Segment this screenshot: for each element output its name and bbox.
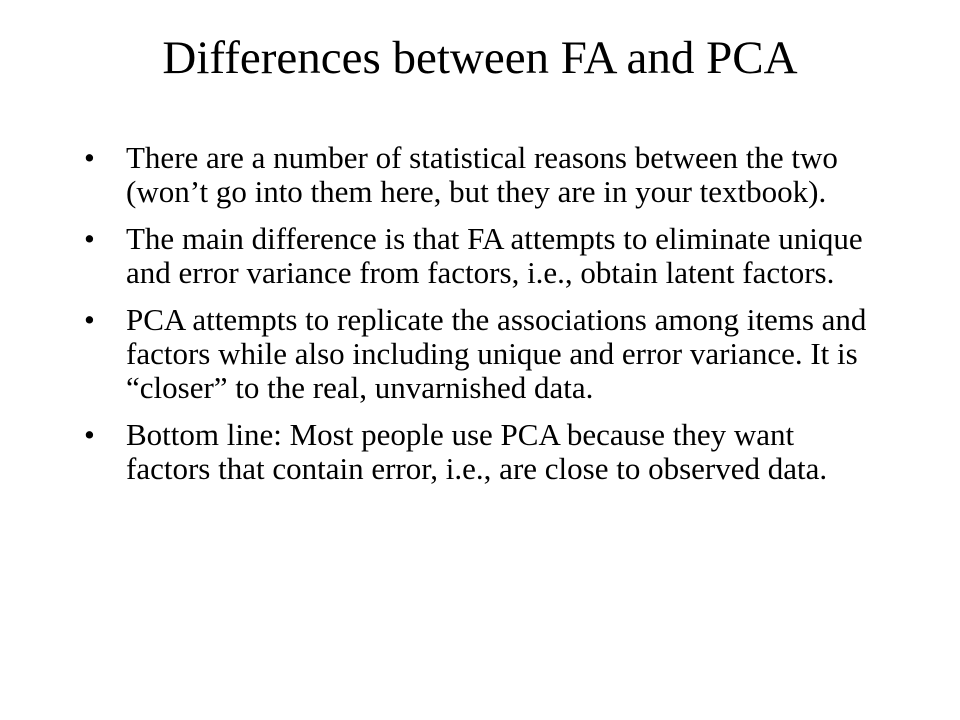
bullet-item — [84, 222, 884, 290]
bullet-icon: • — [84, 221, 95, 256]
bullet-text: Bottom line: Most people use PCA because they want factors that contain error, i.e., are close to observed data. — [126, 417, 828, 486]
bullet-text: PCA attempts to replicate the associations among items and factors while also including unique and error variance. It is “closer” to the real, unvarnished data. — [126, 302, 867, 405]
bullet-text: The main difference is that FA attempts to eliminate unique and error variance from factors, i.e., obtain latent factors. — [126, 221, 863, 290]
bullet-item — [84, 141, 884, 209]
slide-title: Differences between FA and PCA — [162, 32, 798, 84]
bullet-list — [84, 141, 884, 499]
bullet-icon: • — [84, 140, 95, 175]
bullet-icon: • — [84, 417, 95, 452]
bullet-item — [84, 303, 884, 405]
bullet-icon: • — [84, 302, 95, 337]
bullet-text: There are a number of statistical reasons between the two (won’t go into them here, but they are in your textbook). — [126, 140, 838, 209]
bullet-item — [84, 418, 884, 486]
